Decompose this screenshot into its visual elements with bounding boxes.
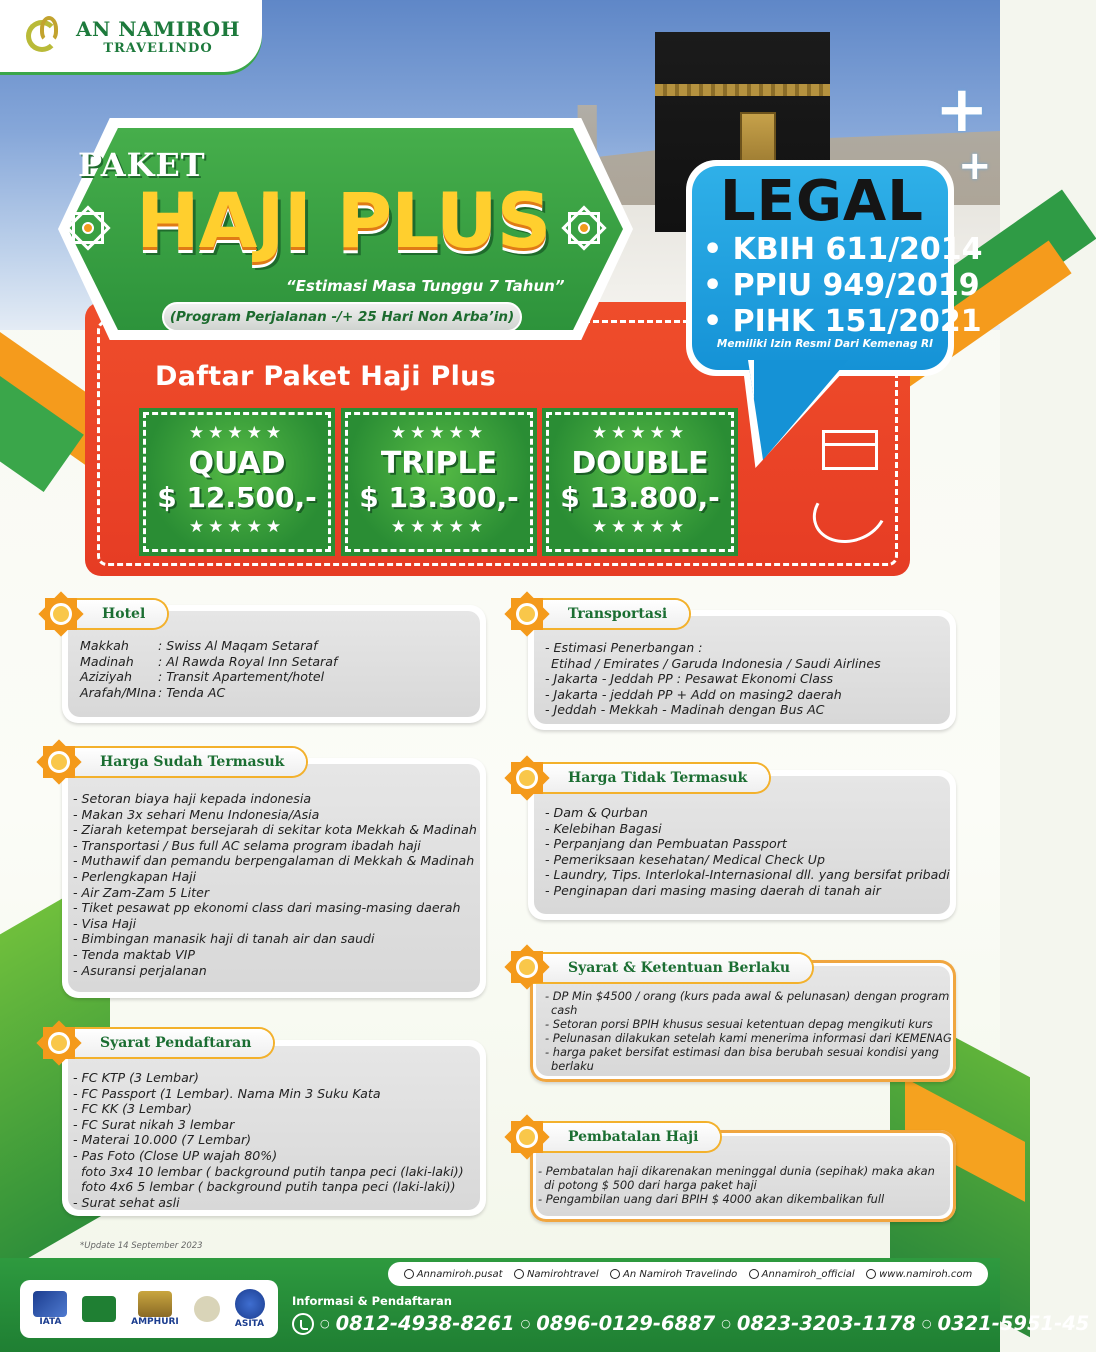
medal-icon (40, 593, 82, 635)
hajj-calligraphy-icon (808, 430, 892, 555)
title-haji-plus: HAJI PLUS (136, 176, 551, 265)
hotel-list (80, 638, 337, 700)
iata-logo: IATA (33, 1291, 67, 1327)
legal-note: Memiliki Izin Resmi Dari Kemenag RI (716, 338, 934, 350)
logo-emblem-icon (22, 14, 66, 58)
star-ornament-icon (64, 204, 112, 252)
transport-list: - Estimasi Penerbangan : Etihad / Emirates / Garuda Indonesia / Saudi Airlines - Jakarta - Jeddah PP : Pesawat Ekonomi Class - Jakarta - jeddah PP + Add on masing2 daerah - Jeddah - Mekkah - Madinah dengan Bus AC (545, 640, 881, 718)
title-paket: PAKET (78, 146, 206, 184)
stars-rating: ★★★★★ (188, 517, 286, 537)
medal-icon (38, 1022, 80, 1064)
excluded-list: - Dam & Qurban - Kelebihan Bagasi - Perpanjang dan Pembuatan Passport - Pemeriksaan kesehatan/ Medical Check Up - Laundry, Tips. Interlokal-Internasional dll. yang bersifat pribadi - Penginapan dari masing masing daerah di tanah air (545, 805, 950, 898)
globe-icon (866, 1269, 876, 1279)
package-type: QUAD (188, 446, 286, 481)
stars-rating: ★★★★★ (390, 423, 488, 443)
package-card-double[interactable] (546, 412, 734, 552)
hotel-row: Aziziyah : Transit Apartement/hotel (80, 669, 325, 685)
brand-name-line1: AN NAMIROH (76, 16, 240, 41)
phone-number[interactable]: 0321-5951-45 (937, 1312, 1090, 1335)
section-tag-excluded: Harga Tidak Termasuk (528, 764, 769, 792)
kemenag-logo (82, 1296, 116, 1322)
website-link[interactable]: www.namiroh.com (866, 1269, 972, 1280)
kaaba-gold-band (655, 84, 830, 96)
kemenag-icon (82, 1296, 116, 1322)
brand-name-line2: TRAVELINDO (103, 40, 213, 56)
section-tag-included: Harga Sudah Termasuk (60, 748, 306, 776)
package-price: $ 12.500,- (157, 481, 317, 514)
package-price: $ 13.800,- (560, 481, 720, 514)
section-tag-terms: Syarat & Ketentuan Berlaku (528, 954, 812, 982)
youtube-icon (610, 1269, 620, 1279)
medal-icon (506, 593, 548, 635)
medal-icon (38, 741, 80, 783)
section-tag-hotel: Hotel (62, 600, 167, 628)
cancellation-list: - Pembatalan haji dikarenakan meninggal dunia (sepihak) maka akan di potong $ 500 dari harga paket haji - Pengambilan uang dari BPIH $ 4000 akan dikembalikan full (538, 1164, 935, 1206)
seal-icon (194, 1296, 220, 1322)
brand-logo[interactable] (0, 0, 262, 72)
stars-rating: ★★★★★ (390, 517, 488, 537)
section-tag-transport: Transportasi (528, 600, 689, 628)
facebook-icon (514, 1269, 524, 1279)
star-ornament-icon (560, 204, 608, 252)
medal-icon (506, 757, 548, 799)
youtube-link[interactable]: An Namiroh Travelindo (610, 1269, 737, 1280)
package-type: TRIPLE (380, 446, 498, 481)
hotel-row: Madinah : Al Rawda Royal Inn Setaraf (80, 653, 338, 669)
hotel-row: Makkah : Swiss Al Maqam Setaraf (80, 638, 318, 653)
whatsapp-icon (292, 1313, 314, 1335)
legal-title: LEGAL (720, 169, 924, 234)
amphuri-logo: AMPHURI (131, 1291, 179, 1327)
stars-rating: ★★★★★ (591, 423, 689, 443)
association-seal-logo (194, 1296, 220, 1322)
legal-license: • KBIH 611/2014 (703, 232, 983, 267)
legal-license: • PIHK 151/2021 (703, 304, 982, 339)
waiting-estimate: “Estimasi Masa Tunggu 7 Tahun” (286, 277, 565, 295)
contact-label: Informasi & Pendaftaran (292, 1294, 452, 1308)
package-list-title: Daftar Paket Haji Plus (155, 361, 497, 392)
phone-number[interactable]: 0812-4938-8261 (335, 1312, 515, 1335)
brand-name (76, 17, 240, 56)
registration-list: - FC KTP (3 Lembar) - FC Passport (1 Lembar). Nama Min 3 Suku Kata - FC KK (3 Lembar) - FC Surat nikah 3 lembar - Materai 10.000 (7 Lembar) - Pas Foto (Close UP wajah 80%) foto 3x4 10 lembar ( background putih tanpa peci (laki-laki)) foto 4x6 5 lembar ( background putih tanpa peci (laki-laki)) - Surat sehat asli (73, 1070, 464, 1210)
plus-icon: + (935, 73, 989, 147)
medal-icon (506, 946, 548, 988)
terms-list: - DP Min $4500 / orang (kurs pada awal & pelunasan) dengan program cash - Setoran porsi BPIH khusus sesuai ketentuan depag mengikuti kurs - Pelunasan dilakukan setelah kami menerima informasi dari KEMENAG - harga paket bersifat estimasi dan bisa berubah sesuai kondisi yang berlaku (545, 989, 952, 1073)
association-logos (20, 1280, 278, 1338)
section-tag-registration: Syarat Pendaftaran (60, 1029, 273, 1057)
instagram-link[interactable]: Annamiroh.pusat (404, 1269, 503, 1280)
package-price: $ 13.300,- (359, 481, 519, 514)
facebook-link[interactable]: Namirohtravel (514, 1269, 599, 1280)
medal-icon (506, 1116, 548, 1158)
package-type: DOUBLE (571, 446, 709, 481)
instagram-icon (404, 1269, 414, 1279)
update-note: *Update 14 September 2023 (80, 1241, 203, 1251)
asita-logo: ASITA (235, 1289, 265, 1329)
hotel-row: Arafah/MIna : Tenda AC (80, 684, 226, 700)
stars-rating: ★★★★★ (188, 423, 286, 443)
stars-rating: ★★★★★ (591, 517, 689, 537)
asita-icon (235, 1289, 265, 1319)
section-tag-cancellation: Pembatalan Haji (528, 1123, 720, 1151)
included-list: - Setoran biaya haji kepada indonesia - Makan 3x sehari Menu Indonesia/Asia - Ziarah ketempat bersejarah di sekitar kota Mekkah & Madinah - Transportasi / Bus full AC selama program ibadah haji - Muthawif dan pemandu berpengalaman di Mekkah & Madinah - Perlengkapan Haji - Air Zam-Zam 5 Liter - Tiket pesawat pp ekonomi class dari masing-masing daerah - Visa Haji - Bimbingan manasik haji di tanah air dan saudi - Tenda maktab VIP - Asuransi perjalanan (73, 791, 477, 978)
phone-number[interactable]: 0823-3203-1178 (736, 1312, 916, 1335)
phone-numbers: ○ 0812-4938-8261 ○ 0896-0129-6887 ○ 0823-3203-1178 ○ 0321-5951-45 (292, 1312, 1089, 1335)
phone-number[interactable]: 0896-0129-6887 (536, 1312, 716, 1335)
tiktok-link[interactable]: Annamiroh_official (749, 1269, 855, 1280)
social-links (388, 1262, 988, 1286)
amphuri-icon (138, 1291, 172, 1317)
iata-icon (33, 1291, 67, 1317)
program-duration: (Program Perjalanan -/+ 25 Hari Non Arba’in) (162, 302, 522, 332)
package-card-quad[interactable] (143, 412, 331, 552)
legal-license: • PPIU 949/2019 (703, 268, 980, 303)
plus-icon: + (958, 143, 992, 189)
tiktok-icon (749, 1269, 759, 1279)
package-card-triple[interactable] (345, 412, 533, 552)
